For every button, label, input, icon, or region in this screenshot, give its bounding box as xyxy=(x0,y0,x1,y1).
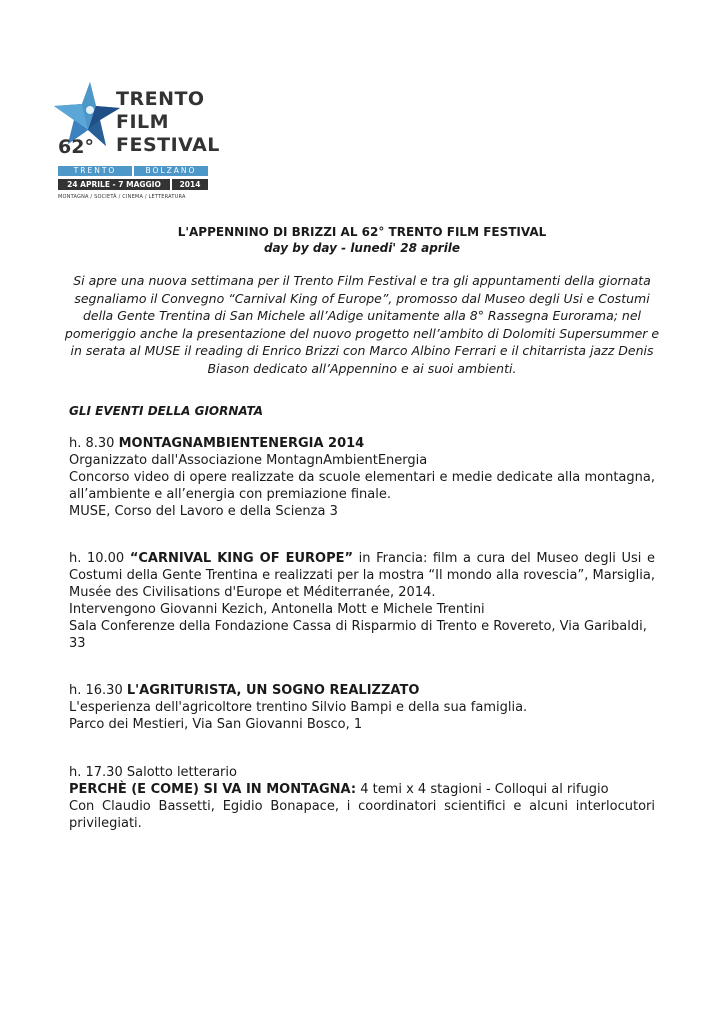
event-time: h. 10.00 xyxy=(69,551,125,566)
event-venue: Sala Conferenze della Fondazione Cassa di Risparmio di Trento e Rovereto, Via Garibaldi, 33 xyxy=(69,618,647,651)
event-title-line xyxy=(69,782,655,799)
festival-logo xyxy=(52,80,220,210)
event-description: in Francia: film a cura del Museo degli Usi e Costumi della Gente Trentina e realizzati per la mostra “Il mondo alla rovescia”, Marsiglia, Musée des Civilisations d'Europe et Méditerranée, 2014. xyxy=(69,551,655,600)
event-item xyxy=(69,765,655,833)
logo-word-festival: FESTIVAL xyxy=(116,134,220,156)
logo-dates: 24 APRILE - 7 MAGGIO xyxy=(58,179,170,190)
event-description: L'esperienza dell'agricoltore trentino Silvio Bampi e della sua famiglia. xyxy=(69,699,528,715)
event-time: h. 17.30 xyxy=(69,765,123,780)
event-item xyxy=(69,683,655,734)
section-heading: GLI EVENTI DELLA GIORNATA xyxy=(69,404,264,418)
event-item xyxy=(69,551,655,652)
logo-year: 2014 xyxy=(172,179,208,190)
intro-paragraph: Si apre una nuova settimana per il Trento Film Festival e tra gli appuntamenti della giornata segnaliamo il Convegno “Carnival King of Europe”, promosso dal Museo degli Usi e Costumi della Gente Trentina di San Michele all’Adige unitamente alla 8° Rassegna Eurorama; nel pomeriggio anche la presentazione del nuovo progetto nell’ambito di Dolomiti Supersummer e in serata al MUSE il reading di Enrico Brizzi con Marco Albino Ferrari e il chitarrista jazz Denis Biason dedicato all’Appennino e ai suoi ambienti. xyxy=(64,273,660,376)
event-title: MONTAGNAMBIENTENERGIA 2014 xyxy=(118,436,365,451)
event-description: Con Claudio Bassetti, Egidio Bonapace, i coordinatori scientifici e alcuni interlocutori privilegiati. xyxy=(69,798,655,831)
logo-edition: 62° xyxy=(58,136,94,158)
logo-cities-band xyxy=(58,166,208,176)
event-speakers: Intervengono Giovanni Kezich, Antonella Mott e Michele Trentini xyxy=(69,601,485,617)
event-heading xyxy=(69,765,655,782)
event-heading xyxy=(69,436,655,453)
document-subtitle: day by day - lunedi' 28 aprile xyxy=(263,241,461,255)
logo-city-trento: TRENTO xyxy=(58,166,132,176)
event-category: Salotto letterario xyxy=(126,765,237,780)
logo-tagline: MONTAGNA / SOCIETÀ / CINEMA / LETTERATURA xyxy=(58,194,186,200)
event-title: PERCHÈ (E COME) SI VA IN MONTAGNA: xyxy=(69,781,357,797)
document-header xyxy=(0,224,724,256)
event-item xyxy=(69,436,655,521)
logo-word-film: FILM xyxy=(116,111,170,133)
event-heading xyxy=(69,683,655,700)
event-heading xyxy=(69,551,655,602)
logo-word-trento: TRENTO xyxy=(116,88,205,110)
event-venue: Parco dei Mestieri, Via San Giovanni Bosco, 1 xyxy=(69,716,363,732)
logo-city-bolzano: BOLZANO xyxy=(134,166,208,176)
logo-wordmark xyxy=(116,88,220,157)
event-description: Concorso video di opere realizzate da scuole elementari e medie dedicate alla montagna, all’ambiente e all’energia con premiazione finale. xyxy=(69,469,655,502)
event-subtitle: 4 temi x 4 stagioni - Colloqui al rifugio xyxy=(360,781,609,797)
event-venue: MUSE, Corso del Lavoro e della Scienza 3 xyxy=(69,503,338,519)
event-time: h. 8.30 xyxy=(69,436,115,451)
event-title: “CARNIVAL KING OF EUROPE” xyxy=(129,551,354,566)
event-organizer: Organizzato dall'Associazione MontagnAmbientEnergia xyxy=(69,452,428,468)
event-time: h. 16.30 xyxy=(69,683,123,698)
document-title: L'APPENNINO DI BRIZZI AL 62° TRENTO FILM FESTIVAL xyxy=(177,225,547,239)
logo-dates-band xyxy=(58,179,208,190)
event-title: L'AGRITURISTA, UN SOGNO REALIZZATO xyxy=(126,683,420,698)
